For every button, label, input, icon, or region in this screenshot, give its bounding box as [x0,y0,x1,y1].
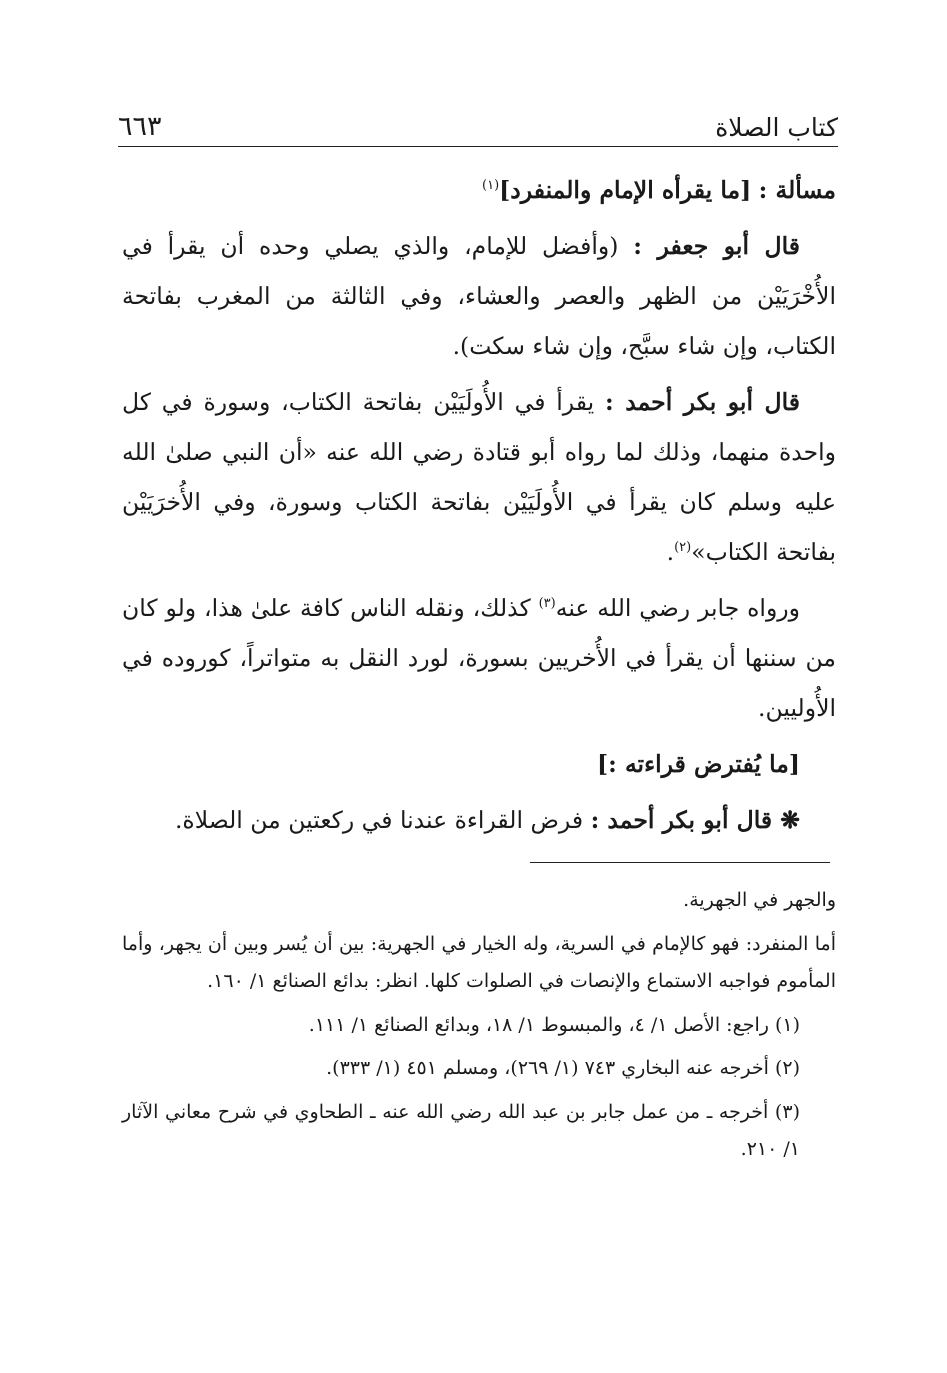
paragraph-text: كذلك، ونقله الناس كافة علىٰ هذا، ولو كان من سننها أن يقرأ في الأُخريين بسورة، لورد النقل به متواتراً، كوروده في الأُوليين. [122,594,836,722]
paragraph-abu-bakr [122,377,836,577]
paragraph-text: (وأفضل للإمام، والذي يصلي وحده أن يقرأ في الأُخْرَيَيْن من الظهر والعصر والعشاء، وفي الثالثة من المغرب بفاتحة الكتاب، وإن شاء سبَّح، وإن شاء سكت). [122,232,836,360]
footnote-ref-1: (١) [482,178,500,194]
subheading-text: [ما يُفترض قراءته :] [596,750,800,778]
footnote-3: (٣) أخرجه ـ من عمل جابر بن عبد الله رضي الله عنه ـ الطحاوي في شرح معاني الآثار ١/ ٢١٠. [122,1100,800,1160]
subheading-obligatory [122,739,836,789]
footnote-divider [530,862,830,863]
main-text [122,165,836,851]
footnote-ref-3: (٣) [538,596,556,612]
issue-heading [122,165,836,215]
paragraph-text: فرض القراءة عندنا في ركعتين من الصلاة. [174,806,584,834]
paragraph-end: . [666,538,675,566]
running-title: كتاب الصلاة [715,113,838,142]
speaker-abu-bakr: ❋ قال أبو بكر أحمد : [590,806,800,834]
speaker-abu-bakr: قال أبو بكر أحمد : [605,388,800,416]
paragraph-text: يقرأ في الأُولَيَيْن بفاتحة الكتاب، وسورة في كل واحدة منهما، وذلك لما رواه أبو قتادة رضي الله عنه «أن النبي صلىٰ الله عليه وسلم كان يقرأ في الأُولَيَيْن بفاتحة الكتاب وسورة، وفي الأُخرَيَيْن بفاتحة الكتاب» [122,388,836,566]
paragraph-text: ورواه جابر رضي الله عنه [555,594,800,622]
footnote-continuation: أما المنفرد: فهو كالإمام في السرية، وله الخيار في الجهرية: بين أن يُسر وبين أن يجهر، وأما المأموم فواجبه الاستماع والإنصات في الصلوات كلها. انظر: بدائع الصنائع ١/ ١٦٠. [122,932,836,992]
footnote-2: (٢) أخرجه عنه البخاري ٧٤٣ (١/ ٢٦٩)، ومسلم ٤٥١ (١/ ٣٣٣). [326,1057,800,1079]
paragraph-jabir [122,583,836,733]
page-header [118,96,838,147]
footnotes [122,882,836,1175]
paragraph-abu-jafar [122,221,836,371]
speaker-abu-jafar: قال أبو جعفر : [633,232,800,260]
paragraph-obligatory [122,795,836,845]
issue-label: مسألة : [758,176,836,204]
footnote-ref-2: (٢) [674,540,692,556]
issue-title: [ما يقرأه الإمام والمنفرد] [499,176,752,204]
footnote-1: (١) راجع: الأصل ١/ ٤، والمبسوط ١/ ١٨، وبدائع الصنائع ١/ ١١١. [308,1013,800,1036]
page-number: ٦٦٣ [118,111,162,142]
footnote-continuation: والجهر في الجهرية. [683,889,836,911]
